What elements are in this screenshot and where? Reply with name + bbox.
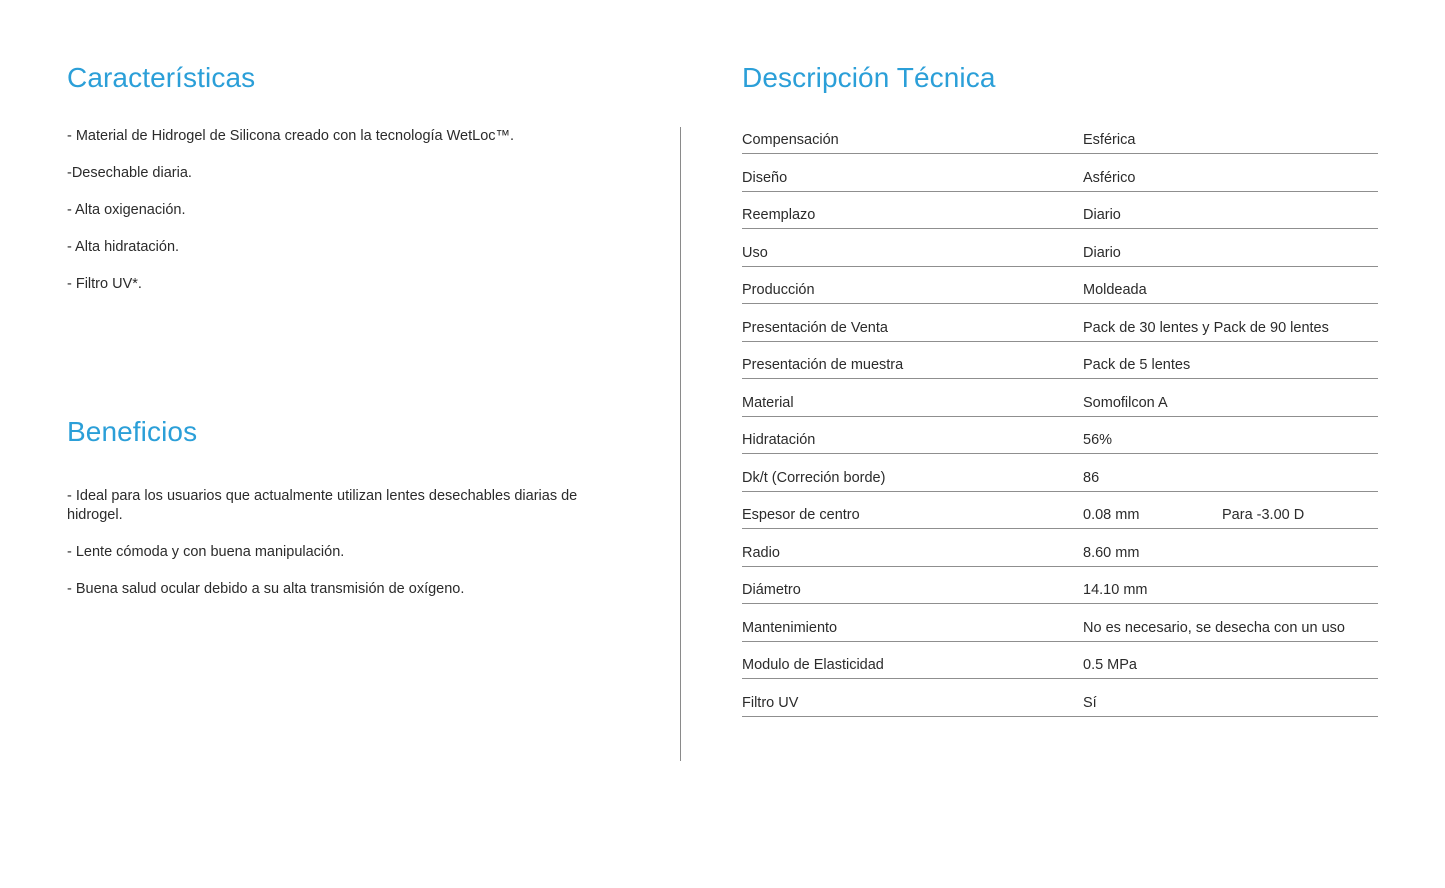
- spec-label: Presentación de Venta: [742, 319, 888, 336]
- spec-label: Mantenimiento: [742, 619, 838, 636]
- spec-row: [742, 605, 1378, 642]
- spec-row: [742, 492, 1378, 529]
- spec-label: Diseño: [742, 169, 788, 186]
- spec-value: Somofilcon A: [1083, 394, 1168, 411]
- vertical-divider: [680, 127, 681, 761]
- spec-row: [742, 530, 1378, 567]
- list-item: - Material de Hidrogel de Silicona creado con la tecnología WetLoc™.: [67, 128, 515, 144]
- list-item: - Buena salud ocular debido a su alta transmisión de oxígeno.: [67, 581, 465, 597]
- beneficios-heading: Beneficios: [67, 416, 198, 447]
- caracteristicas-heading: Características: [67, 62, 256, 93]
- spec-row: [742, 267, 1378, 304]
- spec-row: [742, 680, 1378, 717]
- descripcion-tecnica-heading: Descripción Técnica: [742, 62, 996, 93]
- spec-row: [742, 305, 1378, 342]
- spec-label: Espesor de centro: [742, 507, 860, 523]
- caracteristicas-list: [67, 127, 627, 312]
- spec-row: [742, 567, 1378, 604]
- spec-value: 14.10 mm: [1083, 582, 1148, 598]
- spec-row: [742, 117, 1378, 154]
- spec-row: [742, 192, 1378, 229]
- spec-label: Dk/t (Correción borde): [742, 469, 886, 486]
- spec-value: 0.5 MPa: [1083, 657, 1137, 673]
- list-item: - Ideal para los usuarios que actualmente utilizan lentes desechables diarias de hidrogel.: [67, 488, 578, 523]
- list-item: - Alta oxigenación.: [67, 202, 186, 218]
- spec-value: 56%: [1083, 432, 1113, 448]
- spec-value: Esférica: [1083, 132, 1136, 148]
- spec-label: Hidratación: [742, 432, 816, 448]
- beneficios-list: [67, 487, 587, 617]
- spec-label: Modulo de Elasticidad: [742, 657, 884, 673]
- list-item: - Lente cómoda y con buena manipulación.: [67, 544, 345, 560]
- spec-value: Moldeada: [1083, 282, 1147, 298]
- spec-value: 8.60 mm: [1083, 544, 1140, 561]
- spec-row: [742, 642, 1378, 679]
- spec-label: Reemplazo: [742, 207, 816, 223]
- spec-table: [742, 117, 1378, 717]
- spec-value: Pack de 30 lentes y Pack de 90 lentes: [1083, 319, 1329, 336]
- spec-label: Uso: [742, 244, 768, 261]
- spec-row: [742, 155, 1378, 192]
- list-item: - Filtro UV*.: [67, 276, 142, 292]
- spec-value: Asférico: [1083, 169, 1136, 186]
- spec-row: [742, 417, 1378, 454]
- spec-label: Presentación de muestra: [742, 357, 904, 373]
- list-item: -Desechable diaria.: [67, 165, 192, 181]
- spec-label: Radio: [742, 544, 780, 561]
- spec-value: Diario: [1083, 207, 1121, 223]
- spec-row: [742, 380, 1378, 417]
- spec-label: Filtro UV: [742, 694, 799, 711]
- spec-row: [742, 342, 1378, 379]
- spec-value: Pack de 5 lentes: [1083, 357, 1191, 373]
- spec-value: 86: [1083, 469, 1100, 486]
- spec-label: Material: [742, 394, 794, 411]
- spec-value: 0.08 mm: [1083, 507, 1140, 523]
- spec-row: [742, 455, 1378, 492]
- spec-label: Compensación: [742, 132, 839, 148]
- spec-value: No es necesario, se desecha con un uso: [1083, 619, 1345, 636]
- spec-label: Producción: [742, 282, 815, 298]
- list-item: - Alta hidratación.: [67, 239, 180, 255]
- spec-value: Sí: [1083, 694, 1097, 711]
- spec-value: Diario: [1083, 244, 1121, 261]
- spec-note: Para -3.00 D: [1222, 507, 1305, 523]
- spec-label: Diámetro: [742, 582, 801, 598]
- spec-row: [742, 230, 1378, 267]
